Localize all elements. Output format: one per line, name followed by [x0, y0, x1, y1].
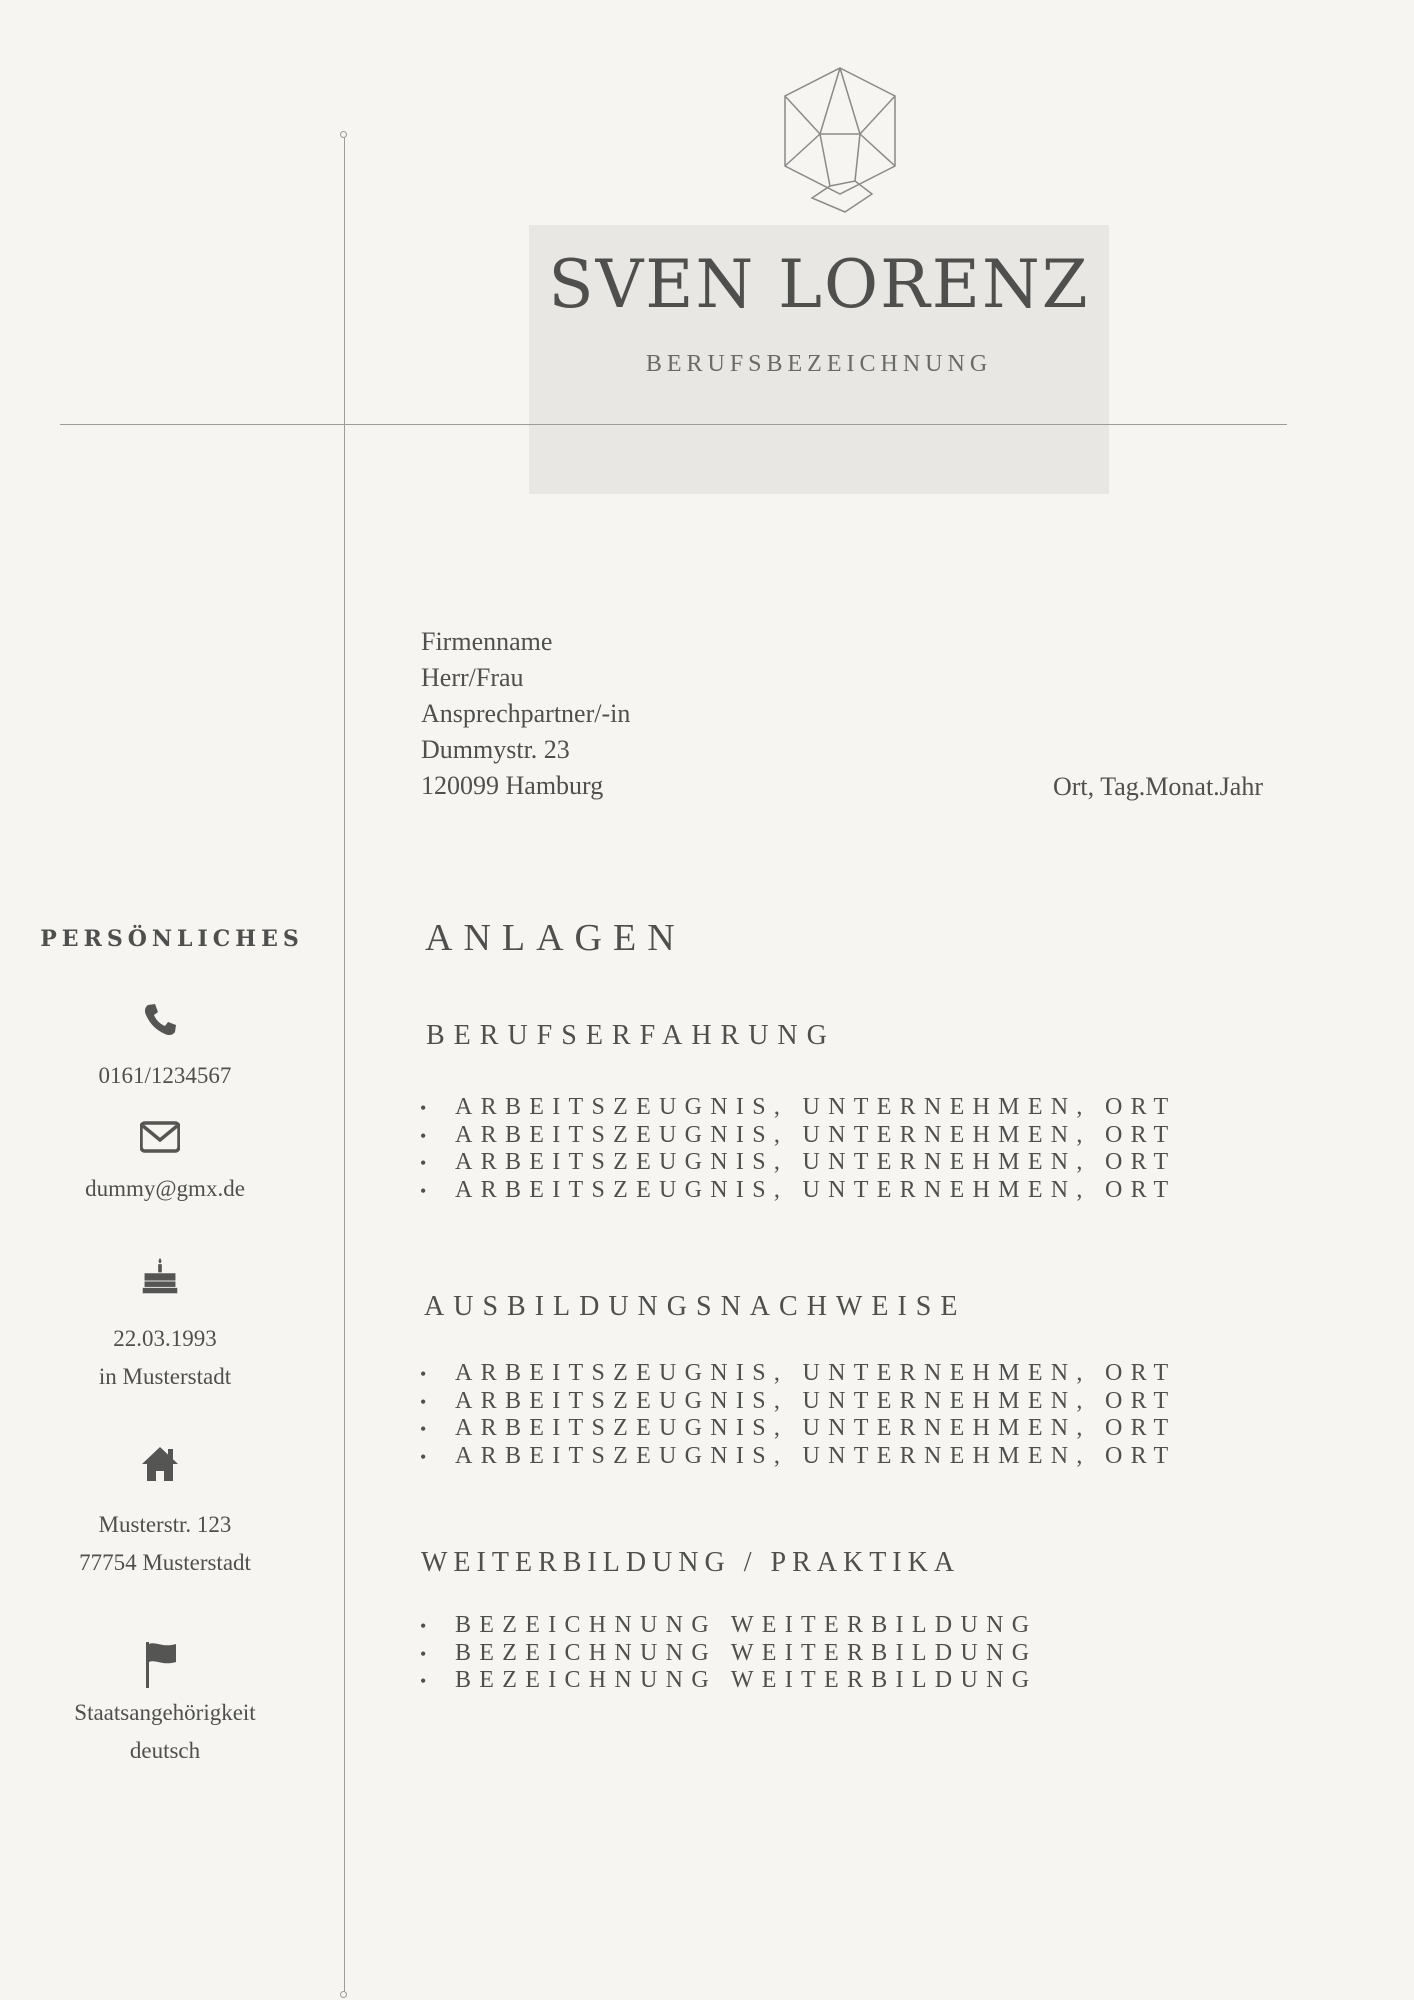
list-item: • BEZEICHNUNG WEITERBILDUNG [420, 1612, 1037, 1640]
education-list [420, 1360, 1176, 1470]
street-address: Musterstr. 123 [98, 1512, 232, 1537]
sidebar-heading: PERSÖNLICHES [40, 926, 304, 952]
list-item: • ARBEITSZEUGNIS, UNTERNEHMEN, ORT [420, 1443, 1176, 1471]
divider-end-dot-top [340, 131, 347, 138]
recipient-line: Herr/Frau [421, 663, 524, 692]
list-item: • ARBEITSZEUGNIS, UNTERNEHMEN, ORT [420, 1415, 1176, 1443]
nationality-value: deutsch [129, 1738, 201, 1763]
nationality-label: Staatsangehörigkeit [74, 1700, 256, 1725]
section-title-further-training: WEITERBILDUNG / PRAKTIKA [421, 1547, 961, 1578]
recipient-line: 120099 Hamburg [421, 771, 604, 800]
place-date: Ort, Tag.Monat.Jahr [1053, 772, 1263, 801]
list-item: • ARBEITSZEUGNIS, UNTERNEHMEN, ORT [420, 1177, 1176, 1205]
applicant-name: SVEN LORENZ [548, 246, 1090, 323]
geometric-logo-icon [780, 66, 900, 214]
recipient-line: Ansprechpartner/-in [421, 699, 631, 728]
list-item: • ARBEITSZEUGNIS, UNTERNEHMEN, ORT [420, 1388, 1176, 1416]
list-item: • ARBEITSZEUGNIS, UNTERNEHMEN, ORT [420, 1360, 1176, 1388]
birth-place: in Musterstadt [98, 1364, 232, 1389]
attachments-heading: ANLAGEN [425, 917, 686, 959]
job-title: BERUFSBEZEICHNUNG [645, 351, 993, 377]
list-item: • BEZEICHNUNG WEITERBILDUNG [420, 1640, 1037, 1668]
list-item: • ARBEITSZEUGNIS, UNTERNEHMEN, ORT [420, 1122, 1176, 1150]
section-title-work-experience: BERUFSERFAHRUNG [426, 1020, 836, 1051]
list-item: • BEZEICHNUNG WEITERBILDUNG [420, 1667, 1037, 1695]
list-item: • ARBEITSZEUGNIS, UNTERNEHMEN, ORT [420, 1149, 1176, 1177]
city-address: 77754 Musterstadt [79, 1550, 251, 1575]
recipient-line: Firmenname [421, 627, 553, 656]
vertical-divider [344, 134, 345, 1994]
cake-icon [140, 1256, 180, 1296]
mail-icon [140, 1118, 180, 1158]
birth-date: 22.03.1993 [113, 1326, 217, 1351]
recipient-line: Dummystr. 23 [421, 735, 570, 764]
further-training-list [420, 1612, 1037, 1695]
phone-icon [140, 1000, 180, 1040]
work-experience-list [420, 1094, 1176, 1204]
divider-end-dot-bottom [340, 1991, 347, 1998]
horizontal-divider [60, 424, 1287, 425]
email-address: dummy@gmx.de [85, 1176, 245, 1201]
home-icon [140, 1444, 180, 1484]
flag-icon [140, 1640, 180, 1690]
phone-number: 0161/1234567 [98, 1063, 232, 1088]
list-item: • ARBEITSZEUGNIS, UNTERNEHMEN, ORT [420, 1094, 1176, 1122]
section-title-education: AUSBILDUNGSNACHWEISE [424, 1291, 967, 1322]
recipient-address [421, 624, 630, 804]
